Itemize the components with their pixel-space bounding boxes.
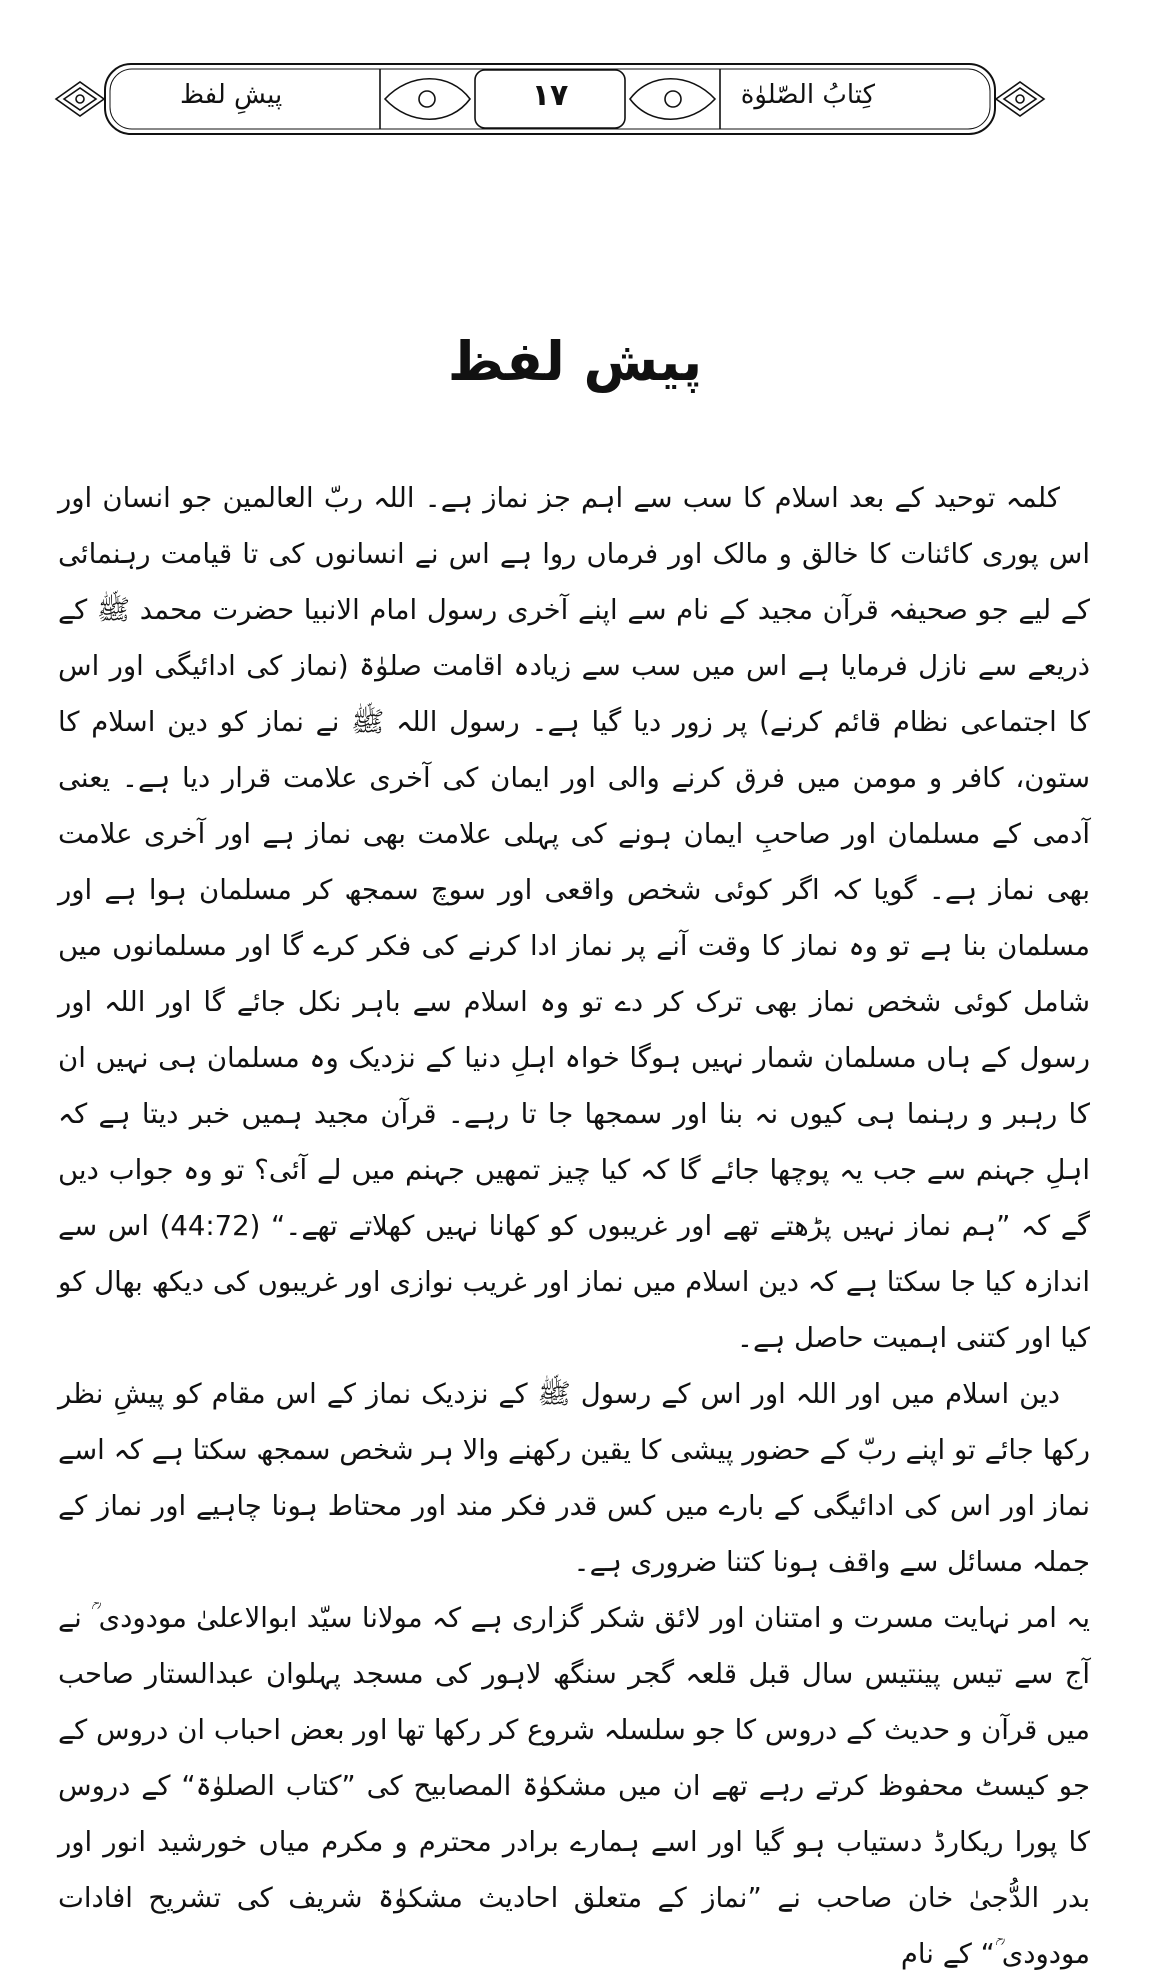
- ornament-left-icon: [56, 82, 104, 116]
- page-number: ١٧: [531, 78, 569, 113]
- page-header: [50, 58, 1050, 140]
- header-book-title: كِتابُ الصّلوٰة: [740, 80, 875, 110]
- ornament-right-icon: [996, 82, 1044, 116]
- paragraph: دین اسلام میں اور اللہ اور اس کے رسول ﷺ کے نزدیک نماز کے اس مقام کو پیشِ نظر رکھا جائے تو اپنے ربّ کے حضور پیشی کا یقین رکھنے والا ہر شخص سمجھ سکتا ہے کہ اسے نماز اور اس کی ادائیگی کے بارے میں کس قدر فکر مند اور محتاط ہونا چاہیے اور نماز کے جملہ مسائل سے واقف ہونا کتنا ضروری ہے۔: [58, 1378, 1090, 1578]
- body-text: [58, 470, 1090, 1982]
- paragraph: یہ امر نہایت مسرت و امتنان اور لائق شکر گزاری ہے کہ مولانا سیّد ابوالاعلیٰ مودودی ؒ نے آج سے تیس پینتیس سال قبل قلعہ گجر سنگھ لاہور کی مسجد پہلوان عبدالستار صاحب میں قرآن و حدیث کے دروس کا جو سلسلہ شروع کر رکھا تھا اور بعض احباب ان دروس کے جو کیسٹ محفوظ کرتے رہے تھے ان میں مشکوٰۃ المصابیح کی ”کتاب الصلوٰۃ“ کے دروس کا پورا ریکارڈ دستیاب ہو گیا اور اسے ہمارے برادر محترم و مکرم میاں خورشید انور اور بدر الدُّجیٰ خان صاحب نے ”نماز کے متعلق احادیث مشکوٰۃ شریف کی تشریح افادات مودودی ؒ“ کے نام: [58, 1602, 1090, 1970]
- header-section-title: پیشِ لفظ: [180, 80, 283, 110]
- page-title: پیش لفظ: [447, 330, 703, 393]
- paragraph: کلمہ توحید کے بعد اسلام کا سب سے اہم جز نماز ہے۔ اللہ ربّ العالمین جو انسان اور اس پوری کائنات کا خالق و مالک اور فرماں روا ہے اس نے انسانوں کی تا قیامت رہنمائی کے لیے جو صحیفہ قرآن مجید کے نام سے اپنے آخری رسول امام الانبیا حضرت محمد ﷺ کے ذریعے سے نازل فرمایا ہے اس میں سب سے زیادہ اقامت صلوٰۃ (نماز کی ادائیگی اور اس کا اجتماعی نظام قائم کرنے) پر زور دیا گیا ہے۔ رسول اللہ ﷺ نے نماز کو دین اسلام کا ستون، کافر و مومن میں فرق کرنے والی اور ایمان کی آخری علامت قرار دیا ہے۔ یعنی آدمی کے مسلمان اور صاحبِ ایمان ہونے کی پہلی علامت بھی نماز ہے اور آخری علامت بھی نماز ہے۔ گویا کہ اگر کوئی شخص واقعی اور سوچ سمجھ کر مسلمان ہوا ہے اور مسلمان بنا ہے تو وہ نماز کا وقت آنے پر نماز ادا کرنے کی فکر کرے گا اور مسلمانوں میں شامل کوئی شخص نماز بھی ترک کر دے تو وہ اسلام سے باہر نکل جائے گا اور اللہ اور رسول کے ہاں مسلمان شمار نہیں ہوگا خواہ اہلِ دنیا کے نزدیک وہ مسلمان ہی نہیں ان کا رہبر و رہنما ہی کیوں نہ بنا اور سمجھا جا تا رہے۔ قرآن مجید ہمیں خبر دیتا ہے کہ اہلِ جہنم سے جب یہ پوچھا جائے گا کہ کیا چیز تمھیں جہنم میں لے آئی؟ تو وہ جواب دیں گے کہ ”ہم نماز نہیں پڑھتے تھے اور غریبوں کو کھانا نہیں کھلاتے تھے۔“ (44:72) اس سے اندازہ کیا جا سکتا ہے کہ دین اسلام میں نماز اور غریب نوازی اور غریبوں کی دیکھ بھال کو کیا اور کتنی اہمیت حاصل ہے۔: [58, 482, 1090, 1354]
